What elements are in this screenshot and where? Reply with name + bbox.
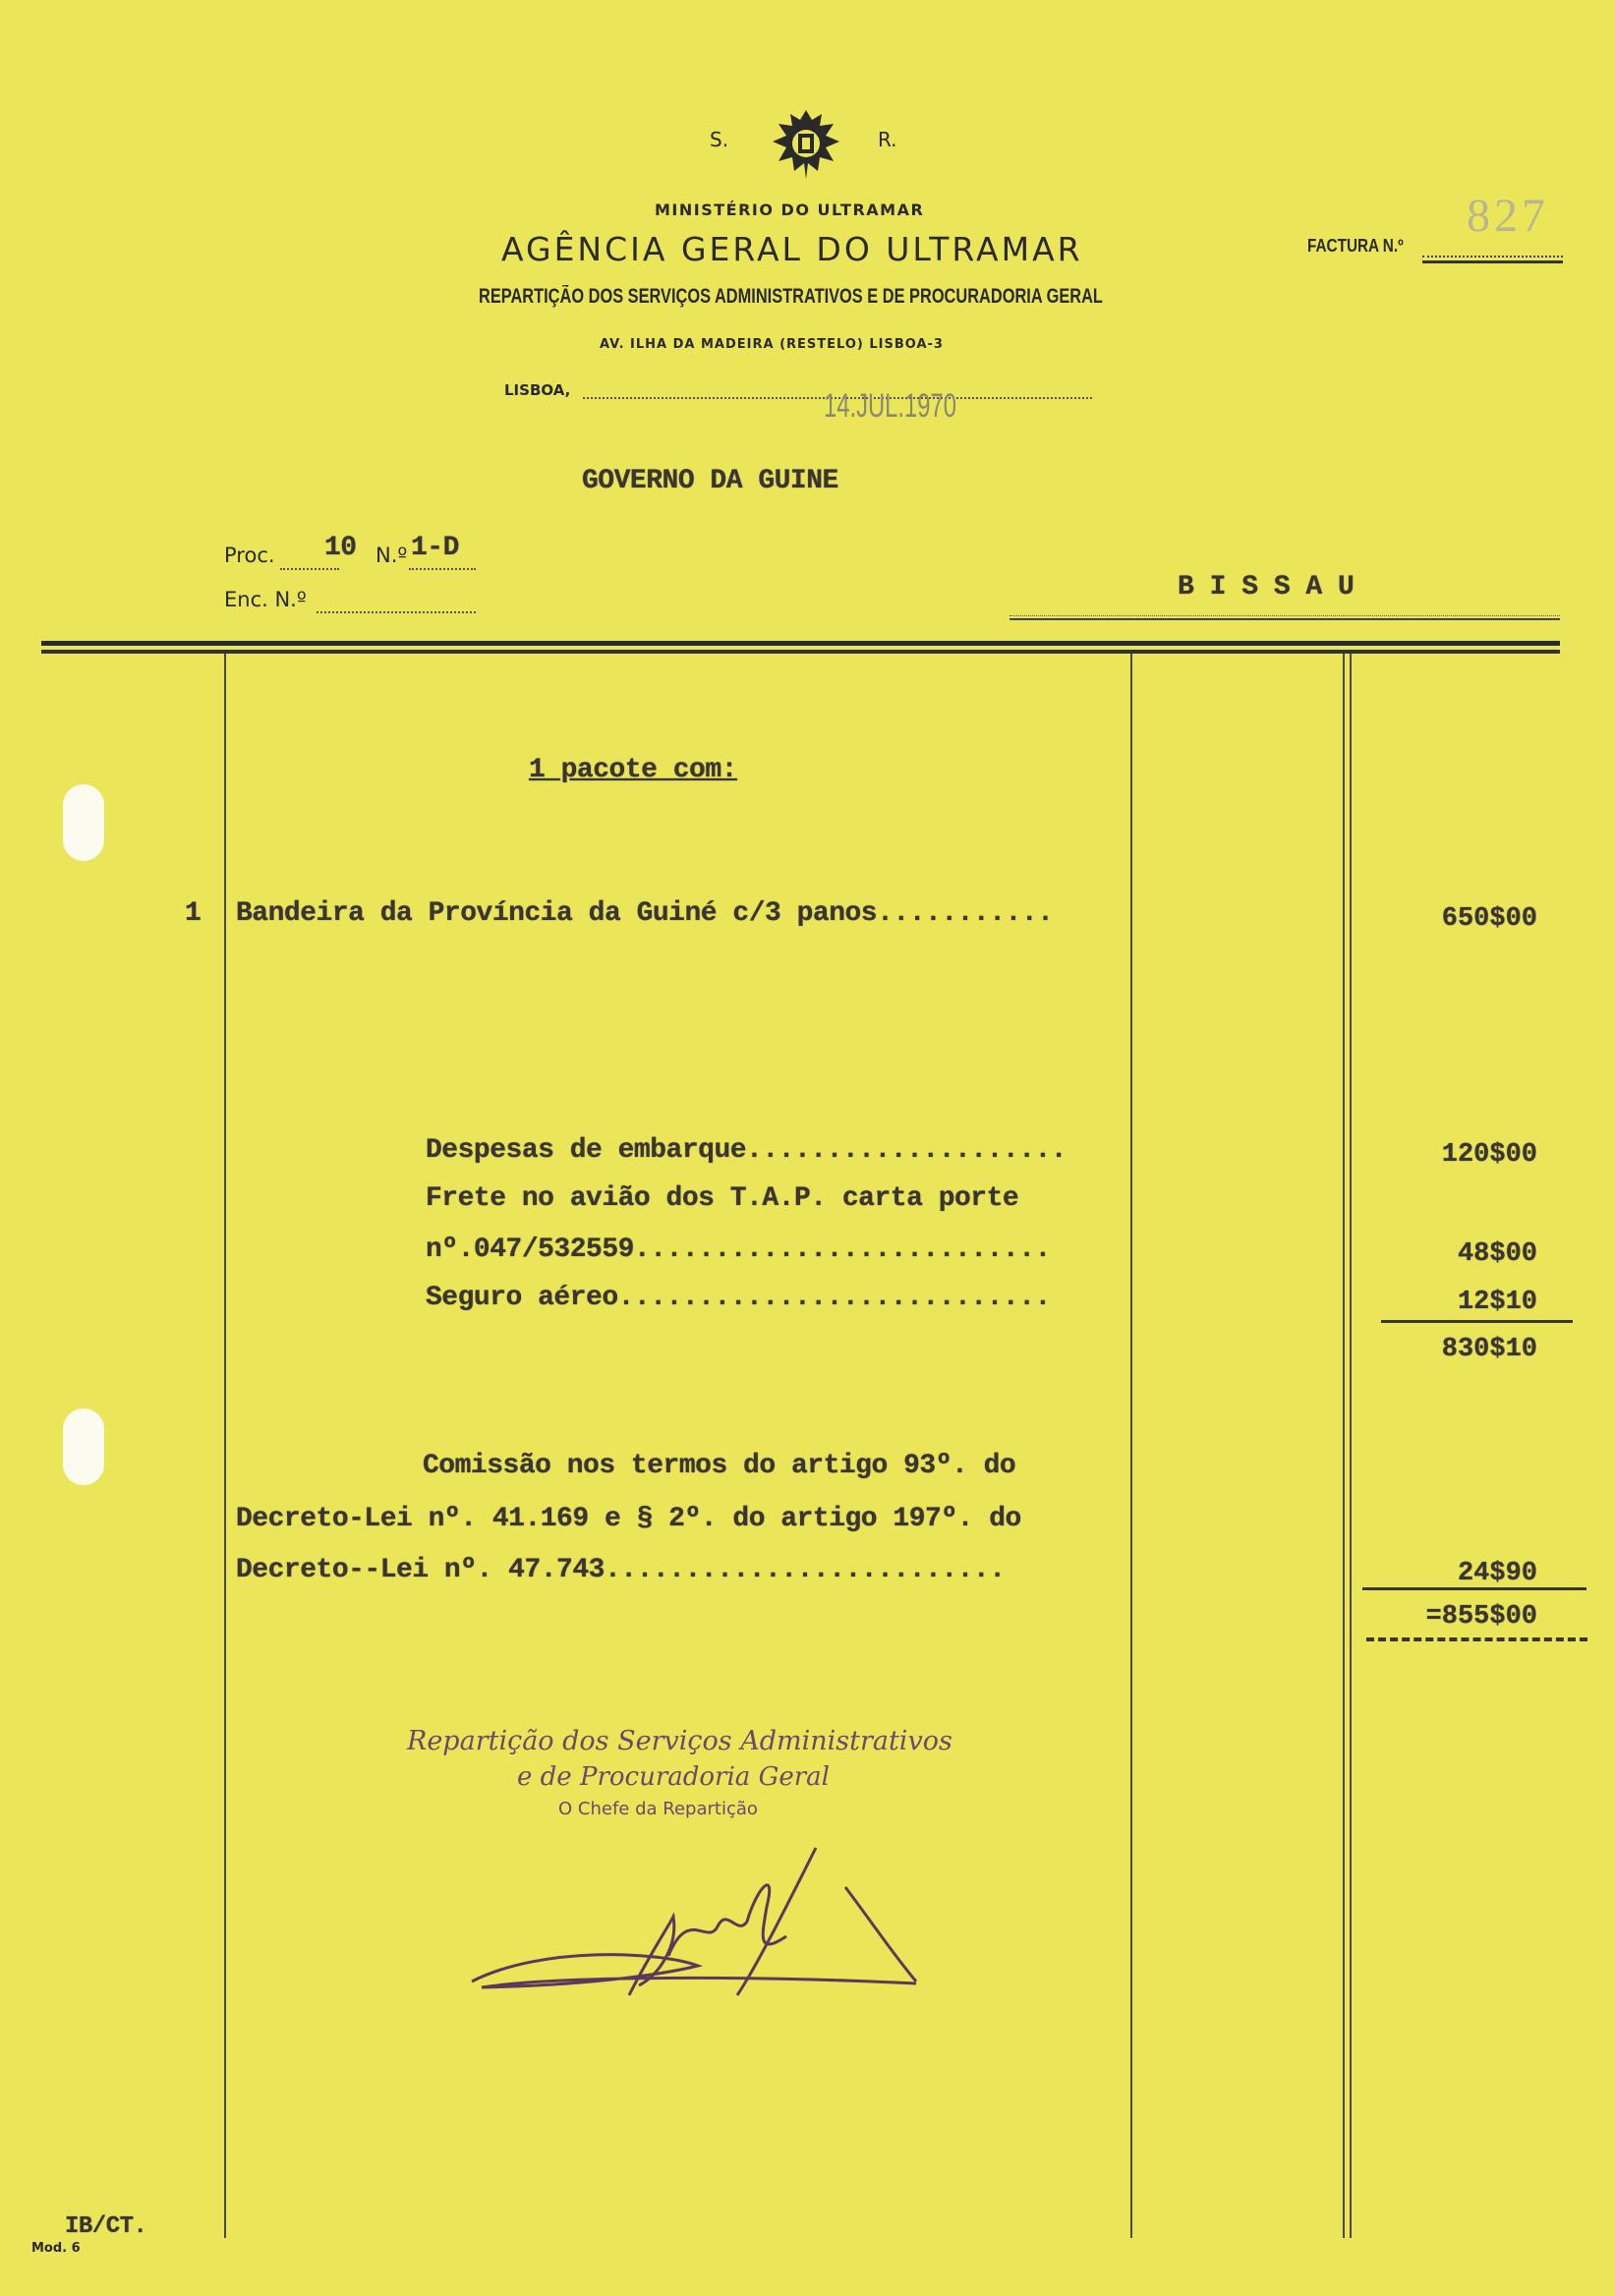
table-top-rule — [41, 650, 1560, 654]
table-top-rule — [41, 641, 1560, 646]
commission-text: Comissão nos termos do artigo 93º. do — [423, 1451, 1016, 1481]
subtotal-amount: 830$10 — [1441, 1335, 1537, 1364]
proc-label: Proc. — [224, 544, 275, 567]
signature — [462, 1828, 934, 2025]
header-left-letter: S. — [710, 128, 729, 151]
column-divider — [1343, 654, 1345, 2238]
recipient-name: GOVERNO DA GUINE — [582, 466, 838, 496]
typist-initials: IB/CT. — [65, 2213, 147, 2240]
expense-description: Frete no avião dos T.A.P. carta porte — [426, 1183, 1019, 1214]
destination-line — [1009, 615, 1560, 620]
punch-hole — [63, 784, 104, 861]
expense-description: Despesas de embarque.................... — [426, 1135, 1067, 1166]
expense-description: Seguro aéreo........................... — [426, 1283, 1051, 1313]
agency-title: AGÊNCIA GERAL DO ULTRAMAR — [501, 230, 1083, 268]
commission-amount: 24$90 — [1457, 1559, 1537, 1588]
punch-hole — [63, 1408, 104, 1485]
commission-text: Decreto--Lei nº. 47.743......................... — [236, 1555, 1006, 1585]
number-label: N.º — [375, 544, 408, 567]
enc-line — [317, 611, 476, 613]
expense-amount: 48$00 — [1457, 1239, 1537, 1269]
stamp-line: Repartição dos Serviços Administrativos — [407, 1726, 952, 1756]
expense-description: nº.047/532559.......................... — [426, 1234, 1051, 1265]
header-right-letter: R. — [878, 128, 897, 151]
number-value: 1-D — [411, 533, 459, 563]
expense-amount: 12$10 — [1457, 1288, 1537, 1317]
destination: B I S S A U — [1178, 572, 1355, 603]
enc-label: Enc. N.º — [224, 588, 307, 611]
total-amount: =855$00 — [1425, 1602, 1537, 1632]
stamp-line: e de Procuradoria Geral — [517, 1762, 830, 1792]
commission-text: Decreto-Lei nº. 41.169 e § 2º. do artigo 197º. do — [236, 1504, 1021, 1534]
address: AV. ILHA DA MADEIRA (RESTELO) LISBOA-3 — [600, 337, 944, 352]
stamp-line: O Chefe da Repartição — [558, 1799, 758, 1819]
date-stamp: 14.JUL.1970 — [824, 387, 956, 425]
column-divider — [1350, 654, 1352, 2238]
item-amount: 650$00 — [1441, 904, 1537, 934]
total-double-rule — [1366, 1637, 1587, 1641]
total-rule — [1362, 1587, 1586, 1590]
invoice-label: FACTURA N.º — [1307, 236, 1404, 256]
item-description: Bandeira da Província da Guiné c/3 panos........... — [236, 898, 1054, 929]
item-qty: 1 — [185, 898, 202, 929]
ministry-title: MINISTÉRIO DO ULTRAMAR — [655, 201, 925, 219]
city-label: LISBOA, — [504, 381, 571, 399]
proc-line — [280, 568, 339, 570]
column-divider — [224, 654, 226, 2238]
coat-of-arms-icon — [767, 106, 845, 185]
column-divider — [1130, 654, 1132, 2238]
department-title: REPARTIÇÃO DOS SERVIÇOS ADMINISTRATIVOS E DE PROCURADORIA GERAL — [479, 285, 1103, 308]
number-line — [409, 568, 476, 570]
invoice-number: 827 — [1467, 190, 1549, 242]
proc-value: 10 — [324, 533, 357, 563]
subtotal-rule — [1381, 1320, 1573, 1323]
invoice-number-line — [1422, 256, 1563, 263]
form-model: Mod. 6 — [31, 2241, 81, 2256]
package-heading: 1 pacote com: — [529, 755, 737, 785]
expense-amount: 120$00 — [1441, 1140, 1537, 1170]
